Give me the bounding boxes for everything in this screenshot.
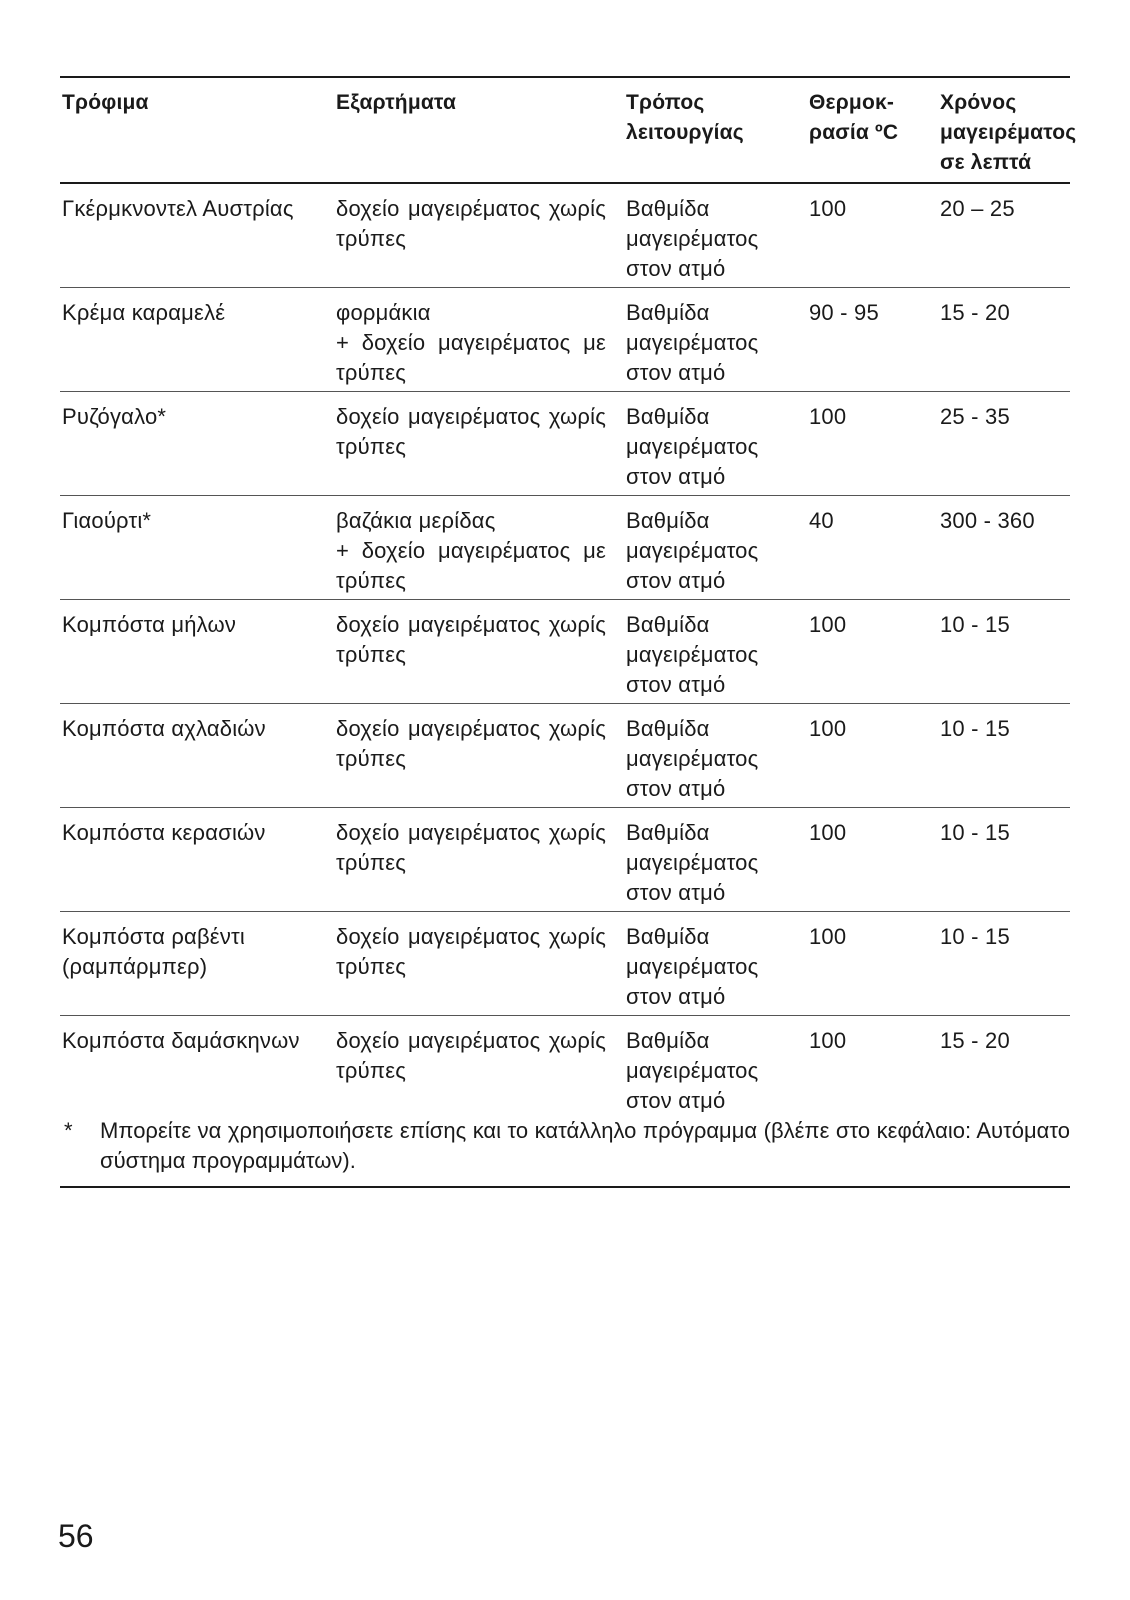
table-row — [60, 912, 1070, 1016]
footnote-text: Μπορείτε να χρησιμοποιήσετε επίσης και το κατάλληλο πρόγραμμα (βλέπε στο κεφάλαιο: Αυτόματο σύστημα προγραμμάτων). — [100, 1118, 1070, 1173]
cell-accessory: δοχείο μαγειρέματος χωρίς τρύπες — [336, 1028, 606, 1083]
cell-accessory: δοχείο μαγειρέματος χωρίς τρύπες — [336, 924, 606, 979]
cell-time: 15 - 20 — [940, 1028, 1010, 1053]
table-row — [60, 288, 1070, 392]
cell-food: Κομπόστα ραβέντι (ραμπάρμπερ) — [62, 924, 245, 979]
cell-mode: Βαθμίδα μαγειρέματος στον ατμό — [626, 508, 759, 593]
table-header-row — [60, 78, 1077, 184]
table-row — [60, 496, 1070, 600]
cell-temperature: 100 — [809, 404, 847, 429]
cell-time: 10 - 15 — [940, 612, 1010, 637]
cell-mode: Βαθμίδα μαγειρέματος στον ατμό — [626, 924, 759, 1009]
cell-temperature: 100 — [809, 196, 847, 221]
header-food: Τρόφιμα — [62, 91, 149, 114]
header-time: Χρόνος μαγειρέματος σε λεπτά — [940, 91, 1077, 174]
cell-time: 10 - 15 — [940, 924, 1010, 949]
cell-time: 10 - 15 — [940, 716, 1010, 741]
cell-mode: Βαθμίδα μαγειρέματος στον ατμό — [626, 612, 759, 697]
cell-temperature: 100 — [809, 1028, 847, 1053]
cell-mode: Βαθμίδα μαγειρέματος στον ατμό — [626, 820, 759, 905]
cell-temperature: 40 — [809, 508, 834, 533]
cell-accessory: δοχείο μαγειρέματος χωρίς τρύπες — [336, 820, 606, 875]
cell-food: Κομπόστα αχλαδιών — [62, 716, 266, 741]
table-row — [60, 1016, 1070, 1118]
cell-food: Γιαούρτι* — [62, 508, 152, 533]
cell-time: 20 – 25 — [940, 196, 1015, 221]
cell-food: Κομπόστα κερασιών — [62, 820, 266, 845]
cell-accessory: δοχείο μαγειρέματος χωρίς τρύπες — [336, 612, 606, 667]
cell-food: Κομπόστα μήλων — [62, 612, 237, 637]
cell-mode: Βαθμίδα μαγειρέματος στον ατμό — [626, 404, 759, 489]
header-mode: Τρόπος λειτουργίας — [626, 91, 744, 144]
cell-temperature: 90 - 95 — [809, 300, 879, 325]
cell-accessory: φορμάκια + δοχείο μαγειρέματος με τρύπες — [336, 300, 606, 385]
header-accessories: Εξαρτήματα — [336, 91, 457, 114]
header-temperature: Θερμοκ- ρασία ºC — [809, 91, 899, 144]
cell-temperature: 100 — [809, 820, 847, 845]
footnote — [60, 1116, 1070, 1188]
cell-time: 300 - 360 — [940, 508, 1035, 533]
cell-mode: Βαθμίδα μαγειρέματος στον ατμό — [626, 716, 759, 801]
table-row — [60, 600, 1070, 704]
cell-food: Γκέρμκνοντελ Αυστρίας — [62, 196, 294, 221]
cell-food: Κομπόστα δαμάσκηνων — [62, 1028, 300, 1053]
cell-accessory: δοχείο μαγειρέματος χωρίς τρύπες — [336, 196, 606, 251]
table-row — [60, 704, 1070, 808]
cell-time: 25 - 35 — [940, 404, 1010, 429]
cell-temperature: 100 — [809, 612, 847, 637]
cell-accessory: δοχείο μαγειρέματος χωρίς τρύπες — [336, 716, 606, 771]
cell-time: 15 - 20 — [940, 300, 1010, 325]
cell-food: Κρέμα καραμελέ — [62, 300, 226, 325]
table-row — [60, 184, 1070, 288]
cell-time: 10 - 15 — [940, 820, 1010, 845]
table-row — [60, 392, 1070, 496]
footnote-mark: * — [64, 1118, 73, 1143]
cell-temperature: 100 — [809, 924, 847, 949]
table-row — [60, 808, 1070, 912]
cell-mode: Βαθμίδα μαγειρέματος στον ατμό — [626, 1028, 759, 1113]
page-number: 56 — [58, 1518, 94, 1554]
cell-mode: Βαθμίδα μαγειρέματος στον ατμό — [626, 196, 759, 281]
cell-mode: Βαθμίδα μαγειρέματος στον ατμό — [626, 300, 759, 385]
cell-temperature: 100 — [809, 716, 847, 741]
cell-accessory: δοχείο μαγειρέματος χωρίς τρύπες — [336, 404, 606, 459]
cooking-table — [60, 76, 1077, 1118]
cell-food: Ρυζόγαλο* — [62, 404, 167, 429]
cell-accessory: βαζάκια μερίδας + δοχείο μαγειρέματος με τρύπες — [336, 508, 606, 593]
